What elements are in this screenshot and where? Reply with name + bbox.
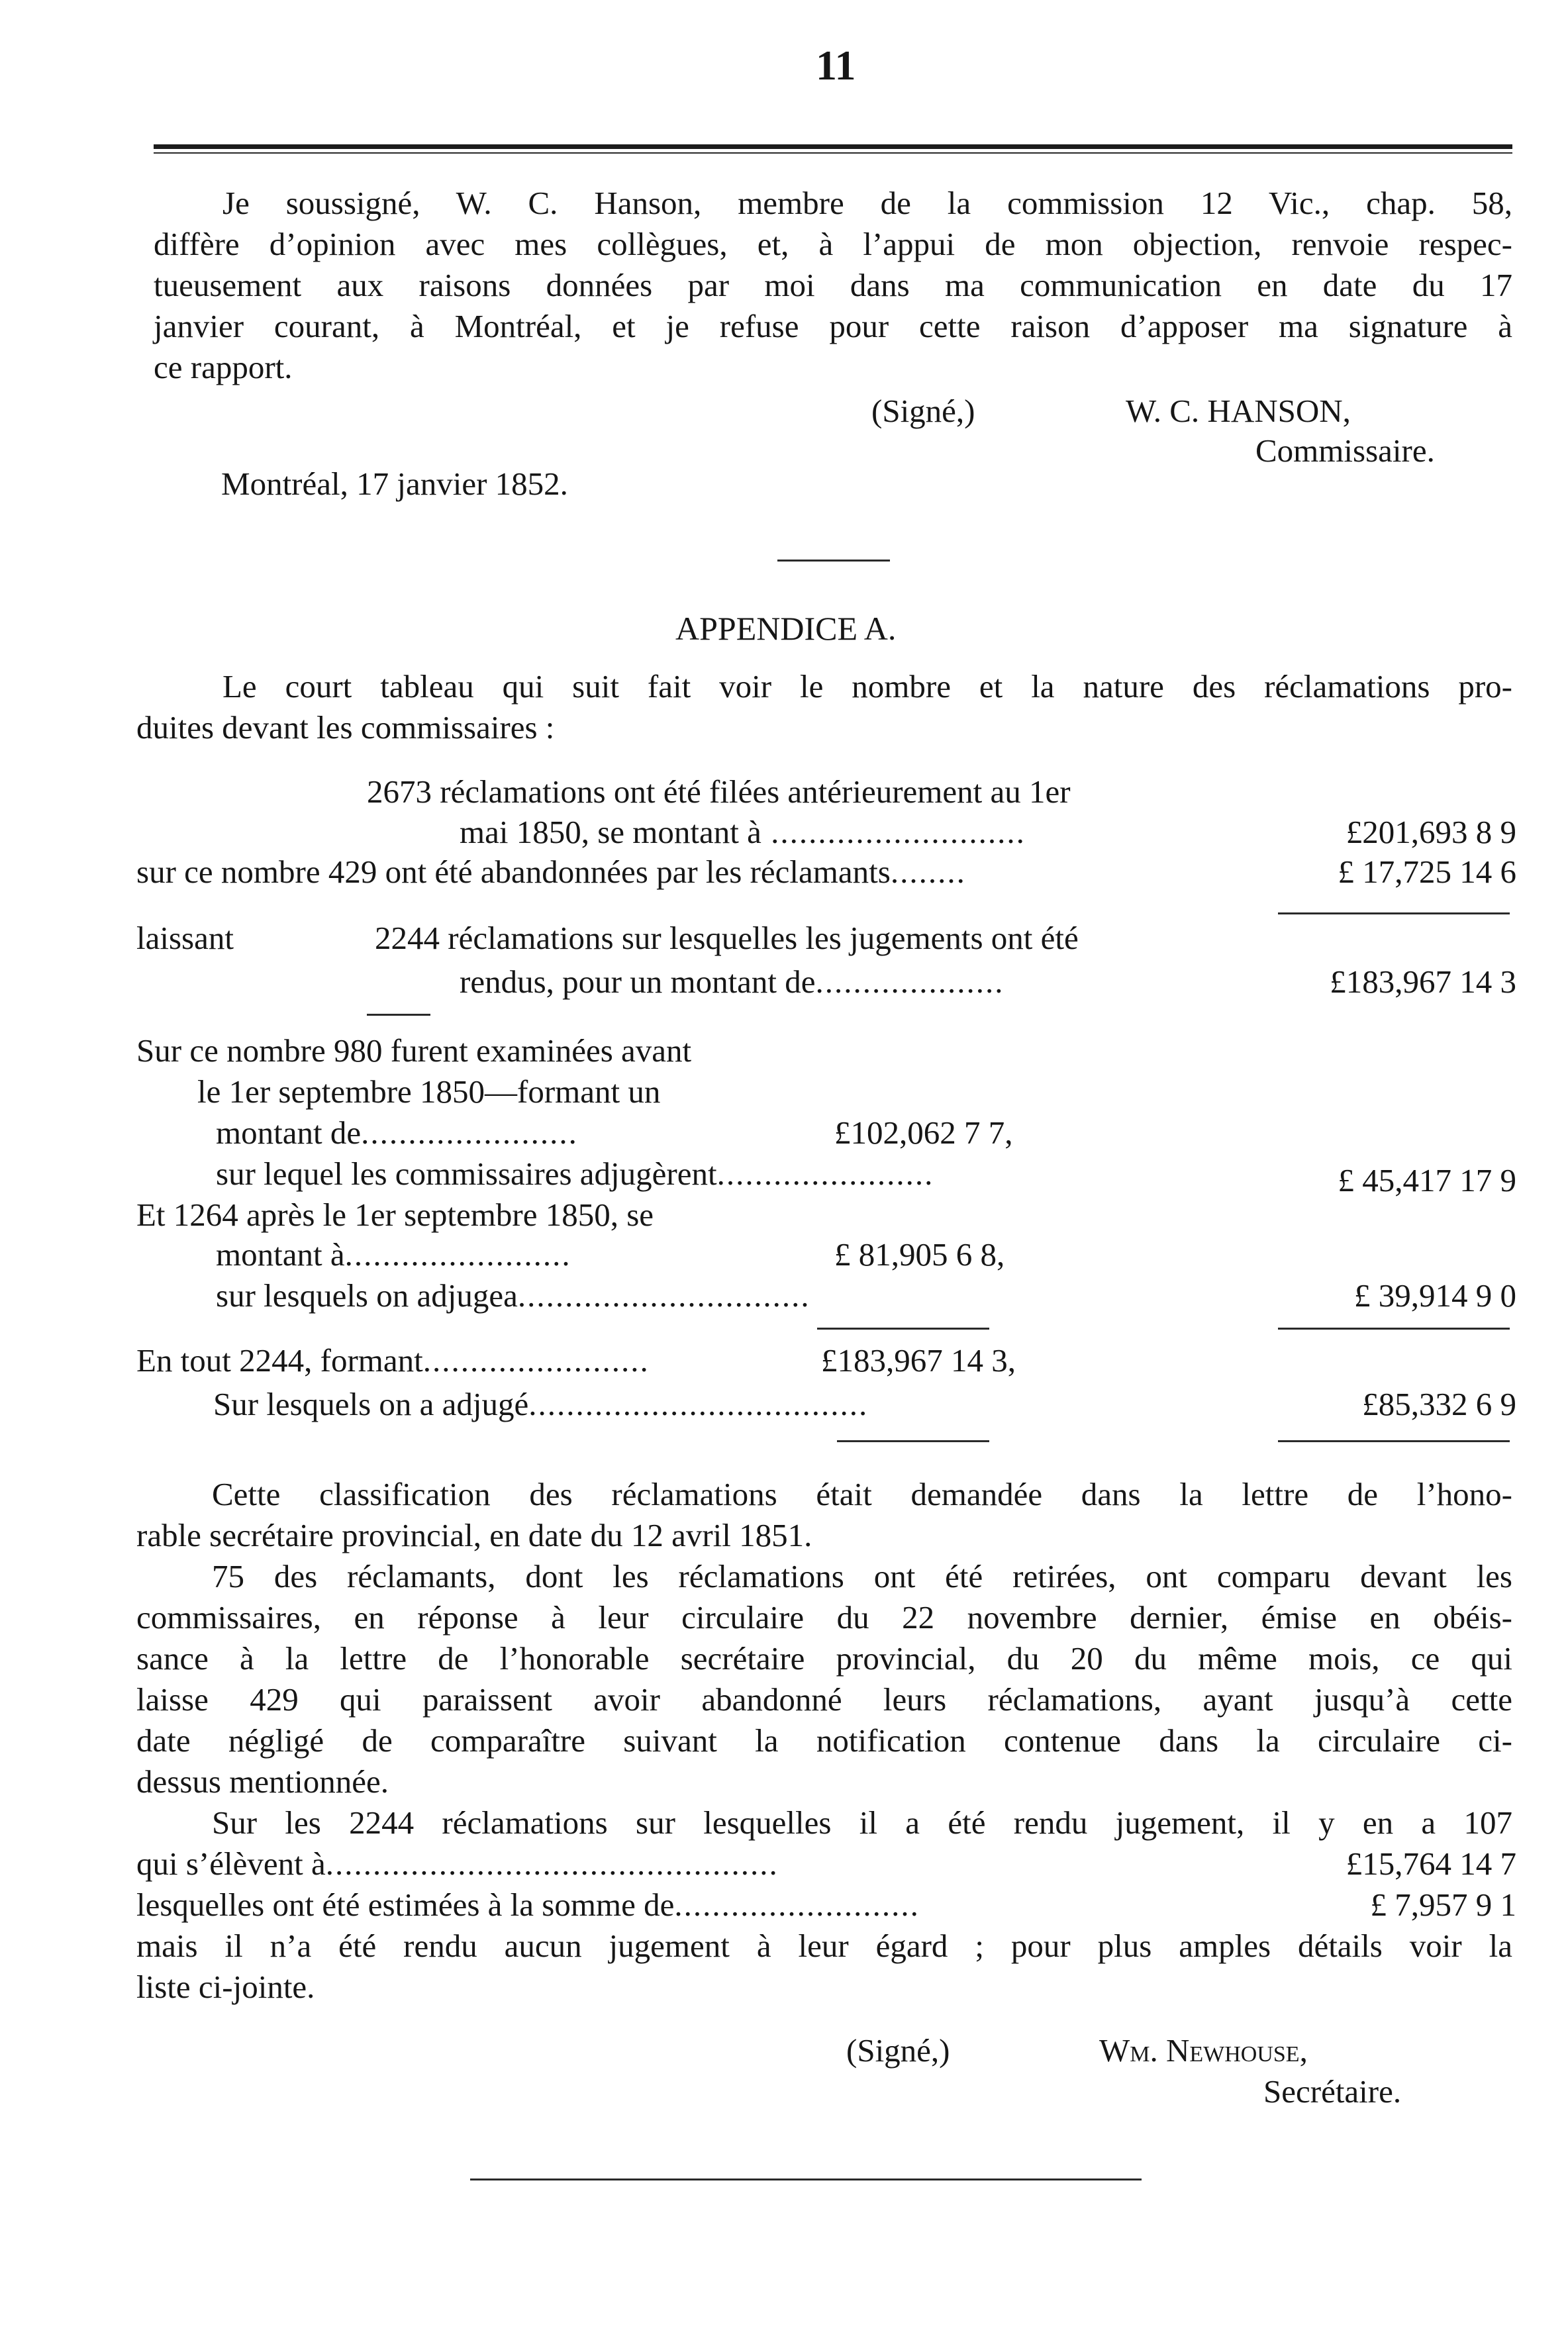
unjudged-line-1: Sur les 2244 réclamations sur lesquelles il a été rendu jugement, il y en a 107	[212, 1804, 1512, 1841]
hanson-line-5: ce rapport.	[154, 349, 293, 385]
row-abandoned-label: sur ce nombre 429 ont été abandonnées par les réclamants	[136, 854, 891, 890]
unjudged-amount-1: £15,764 14 7	[1346, 1845, 1516, 1882]
withdrawn-claims-note	[136, 1556, 1512, 1802]
hanson-line-1: Je soussigné, W. C. Hanson, membre de la commission 12 Vic., chap. 58,	[222, 185, 1512, 221]
row-total-amount: £183,967 14 3,	[821, 1342, 1016, 1379]
leader-dots: .......................	[361, 1114, 578, 1151]
row-remaining-2	[460, 961, 1274, 1003]
leader-dots: .......................	[716, 1155, 934, 1192]
note-line-1: Cette classification des réclamations était demandée dans la lettre de l’hono-	[212, 1476, 1512, 1512]
newhouse-name: Wm. Newhouse,	[1099, 2032, 1308, 2069]
withdrawn-line-6: dessus mentionnée.	[136, 1763, 389, 1800]
appendix-heading: APPENDICE A.	[675, 610, 897, 647]
sum-rule-2a	[817, 1328, 989, 1330]
unjudged-line-4: mais il n’a été rendu aucun jugement à leur égard ; pour plus amples détails voir la	[136, 1928, 1512, 1964]
unjudged-label-2: lesquelles ont été estimées à la somme de	[136, 1886, 675, 1923]
newhouse-title: Secrétaire.	[1263, 2073, 1402, 2110]
withdrawn-line-3: sance à la lettre de l’honorable secrétaire provincial, du 20 du même mois, ce qui	[136, 1640, 1512, 1677]
row-before-label: montant de	[216, 1114, 362, 1151]
row-filed-label: mai 1850, se montant à	[460, 814, 761, 850]
hanson-line-2: diffère d’opinion avec mes collègues, et, à l’appui de mon objection, renvoie respec-	[154, 226, 1512, 262]
row-after-adjudged-label: sur lesquels on adjugea	[216, 1277, 518, 1314]
unjudged-claims-line-1	[136, 1802, 1512, 1843]
sum-rule-2b	[1278, 1328, 1510, 1330]
row-after-adjudged-amount: £ 39,914 9 0	[1354, 1277, 1516, 1314]
row-total-adjudged-label: Sur lesquels on a adjugé	[213, 1386, 529, 1422]
hanson-place-date: Montréal, 17 janvier 1852.	[221, 465, 568, 502]
row-after-2	[216, 1234, 845, 1275]
newhouse-signed: (Signé,)	[846, 2032, 950, 2069]
hanson-name: W. C. HANSON,	[1126, 393, 1351, 429]
row-before: Sur ce nombre 980 furent examinées avant	[136, 1032, 692, 1069]
note-line-2: rable secrétaire provincial, en date du 12 avril 1851.	[136, 1517, 812, 1553]
hanson-title: Commissaire.	[1255, 432, 1435, 469]
row-abandoned	[136, 852, 1262, 893]
row-before-3	[216, 1112, 845, 1153]
row-after: Et 1264 après le 1er septembre 1850, se	[136, 1197, 654, 1233]
section-separator	[777, 560, 890, 562]
intro-line-1: Le court tableau qui suit fait voir le nombre et la nature des réclamations pro-	[222, 668, 1512, 705]
row-filed-amount: £201,693 8 9	[1346, 814, 1516, 850]
header-rule	[154, 144, 1512, 149]
sum-rule-3b	[1278, 1440, 1510, 1442]
hanson-line-4: janvier courant, à Montréal, et je refuse pour cette raison d’apposer ma signature à	[154, 308, 1512, 344]
row-before-adjudged-amount: £ 45,417 17 9	[1338, 1162, 1516, 1199]
unjudged-label-1: qui s’élèvent à	[136, 1845, 326, 1882]
footer-rule	[470, 2179, 1142, 2180]
leader-dots: ................................................	[325, 1845, 779, 1882]
withdrawn-line-4: laisse 429 qui paraissent avoir abandonné leurs réclamations, ayant jusqu’à cette	[136, 1681, 1512, 1718]
intro-line-2: duites devant les commissaires :	[136, 709, 555, 746]
hanson-line-3: tueusement aux raisons données par moi dans ma communication en date du 17	[154, 267, 1512, 303]
row-remaining-leader: laissant	[136, 920, 234, 956]
withdrawn-line-2: commissaires, en réponse à leur circulaire du 22 novembre dernier, émise en obéis-	[136, 1599, 1512, 1636]
leader-dots: ...............................	[517, 1277, 810, 1314]
row-after-3	[216, 1275, 1275, 1316]
withdrawn-line-5: date négligé de comparaître suivant la notification contenue dans la circulaire ci-	[136, 1722, 1512, 1759]
leader-dots: ...........................	[761, 814, 1026, 850]
page-number: 11	[816, 42, 856, 89]
leader-dots: ....................................	[528, 1386, 869, 1422]
row-abandoned-amount: £ 17,725 14 6	[1338, 854, 1516, 890]
sum-rule-1	[1278, 912, 1510, 914]
row-after-label: montant à	[216, 1236, 345, 1273]
row-total-adjudged-amount: £85,332 6 9	[1362, 1386, 1516, 1422]
row-total	[136, 1340, 832, 1381]
unjudged-claims-end	[136, 1926, 1512, 2008]
row-before-amount: £102,062 7 7,	[834, 1114, 1013, 1151]
row-remaining-amount: £183,967 14 3	[1330, 963, 1516, 1000]
unjudged-amount-2: £ 7,957 9 1	[1370, 1886, 1516, 1923]
row-after-amount: £ 81,905 6 8,	[834, 1236, 1005, 1273]
sum-rule-3a	[837, 1440, 989, 1442]
unjudged-line-3	[136, 1885, 1275, 1926]
hanson-signed: (Signé,)	[871, 393, 975, 429]
leader-dots: ........................	[344, 1236, 571, 1273]
row-before-2: le 1er septembre 1850—formant un	[197, 1073, 661, 1110]
row-before-4	[216, 1153, 1275, 1195]
row-remaining: 2244 réclamations sur lesquelles les jugements ont été	[375, 920, 1079, 956]
row-filed-2	[460, 812, 1274, 853]
leader-dots: ........	[890, 854, 966, 890]
row-before-adjudged-label: sur lequel les commissaires adjugèrent	[216, 1155, 717, 1192]
row-total-label: En tout 2244, formant	[136, 1342, 423, 1379]
classification-note	[136, 1474, 1512, 1556]
appendix-intro	[136, 666, 1512, 748]
unjudged-line-5: liste ci-jointe.	[136, 1969, 315, 2005]
short-rule-left	[367, 1014, 430, 1016]
withdrawn-line-1: 75 des réclamants, dont les réclamations ont été retirées, ont comparu devant les	[212, 1558, 1512, 1594]
header-rule-thin	[154, 152, 1512, 154]
leader-dots: ..........................	[674, 1886, 920, 1923]
leader-dots: ........................	[422, 1342, 650, 1379]
leader-dots: ....................	[815, 963, 1004, 1000]
row-total-2	[213, 1384, 1273, 1425]
row-filed: 2673 réclamations ont été filées antérieurement au 1er	[367, 773, 1071, 810]
hanson-statement	[154, 183, 1512, 388]
unjudged-line-2	[136, 1843, 1275, 1885]
row-remaining-label: rendus, pour un montant de	[460, 963, 816, 1000]
